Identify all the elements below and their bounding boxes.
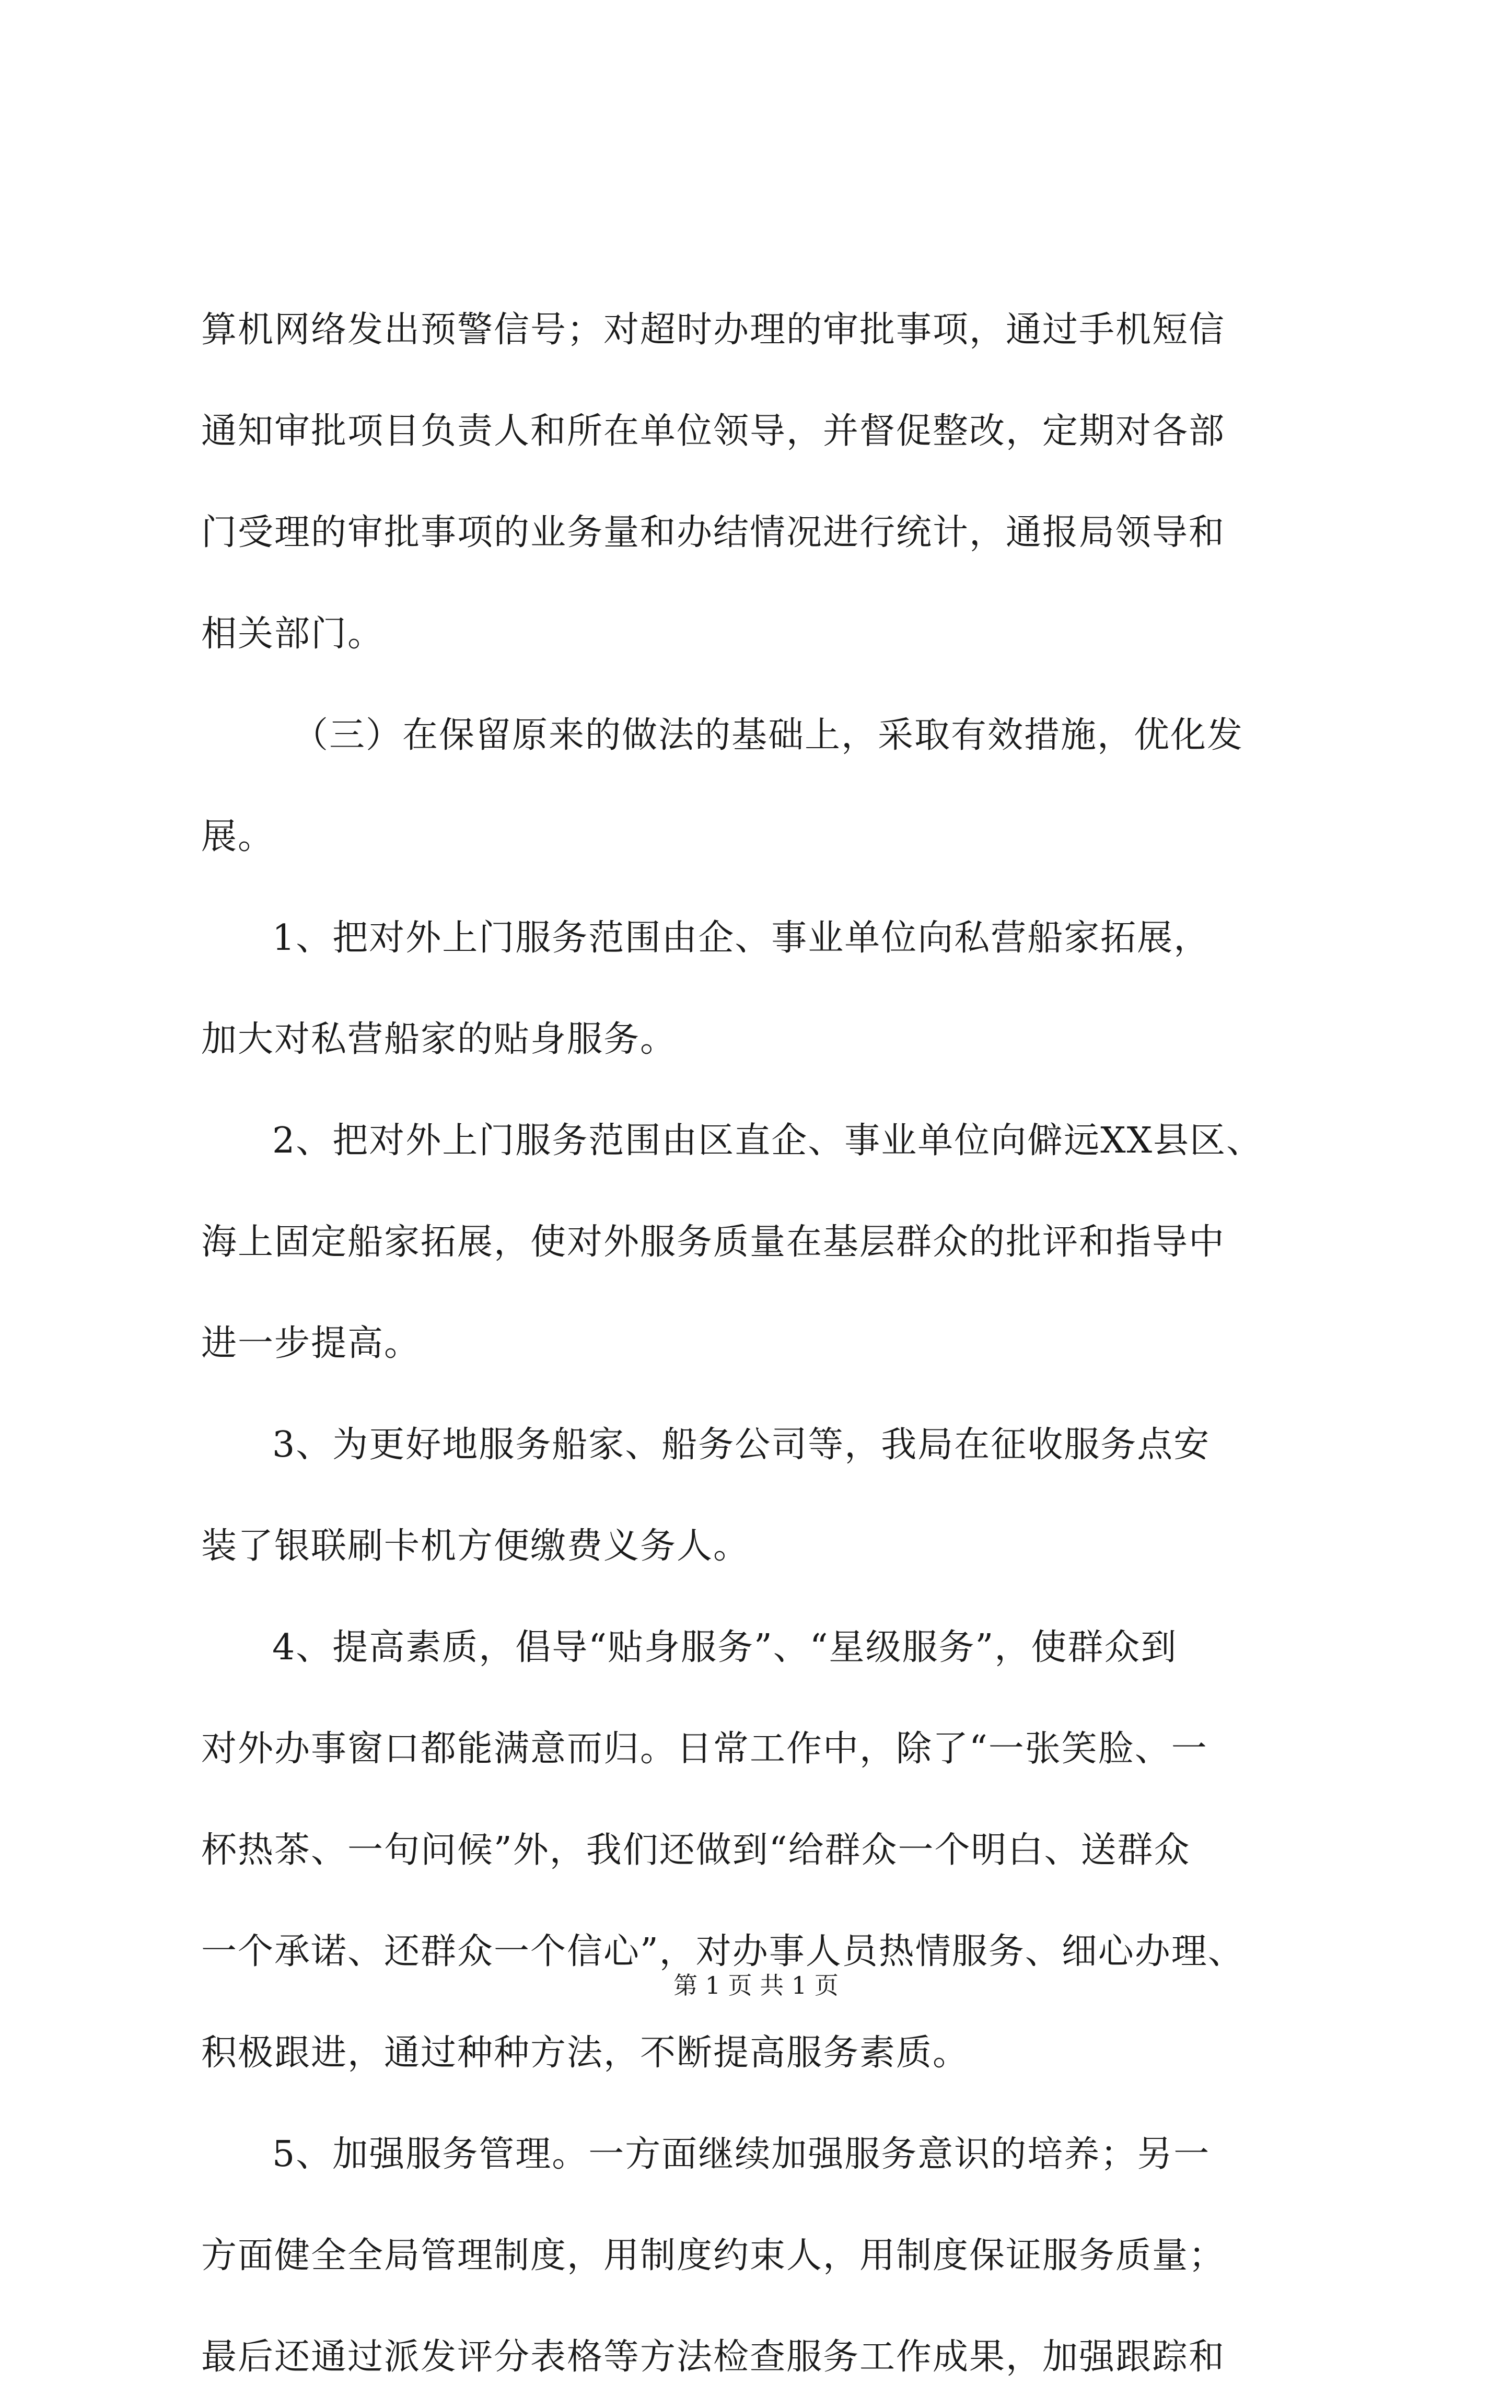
section-heading-line: （三）在保留原来的做法的基础上，采取有效措施，优化发 [293,715,1244,756]
text-line: 展。 [201,816,275,857]
page-footer [0,1970,1512,2001]
text-line: 相关部门。 [201,613,385,655]
text-line: 算机网络发出预警信号；对超时办理的审批事项，通过手机短信 [201,309,1226,351]
text-line: 海上固定船家拓展，使对外服务质量在基层群众的批评和指导中 [201,1222,1226,1263]
text-line: 一个承诺、还群众一个信心”，对办事人员热情服务、细心办理、 [201,1931,1245,1972]
list-item-line: 3、为更好地服务船家、船务公司等，我局在征收服务点安 [272,1424,1211,1465]
list-item-line: 1、把对外上门服务范围由企、事业单位向私营船家拓展， [272,917,1211,959]
text-line: 门受理的审批事项的业务量和办结情况进行统计，通报局领导和 [201,512,1226,553]
text-line: 通知审批项目负责人和所在单位领导，并督促整改，定期对各部 [201,411,1226,452]
text-line: 积极跟进，通过种种方法，不断提高服务素质。 [201,2032,970,2074]
text-line: 对外办事窗口都能满意而归。日常工作中，除了“一张笑脸、一 [201,1728,1208,1770]
text-line: 装了银联刷卡机方便缴费义务人。 [201,1526,750,1567]
list-item-line: 5、加强服务管理。一方面继续加强服务意识的培养；另一 [272,2134,1211,2175]
list-item-line: 4、提高素质，倡导“贴身服务”、“星级服务”，使群众到 [272,1627,1178,1668]
page-number-label: 第 1 页 共 1 页 [673,1971,839,1999]
text-line: 加大对私营船家的贴身服务。 [201,1019,677,1060]
text-line: 最后还通过派发评分表格等方法检查服务工作成果，加强跟踪和 [201,2336,1226,2378]
text-line: 杯热茶、一句问候”外，我们还做到“给群众一个明白、送群众 [201,1830,1191,1871]
list-item-line: 2、把对外上门服务范围由区直企、事业单位向僻远XX县区、 [272,1120,1263,1161]
text-line: 进一步提高。 [201,1323,421,1364]
document-body [201,280,1319,2408]
text-line: 方面健全全局管理制度，用制度约束人，用制度保证服务质量； [201,2235,1226,2276]
